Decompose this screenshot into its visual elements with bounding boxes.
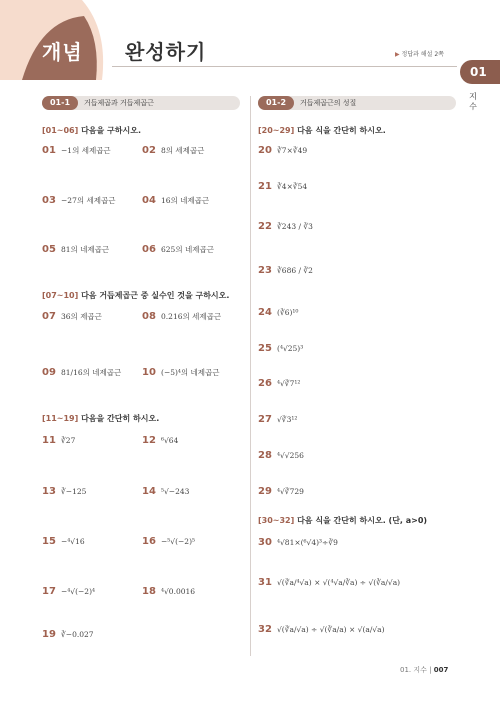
column-divider (250, 96, 251, 656)
problem-number: 03 (42, 195, 56, 206)
section-title-right: 거듭제곱근의 성질 (300, 99, 357, 107)
problem-22 (258, 214, 313, 233)
instruction-range: [07~10] (42, 291, 79, 300)
answer-note (395, 49, 444, 58)
problem-number: 12 (142, 435, 156, 446)
problem-expression: √(∛a/⁴√a) × √(⁴√a/∛a) ÷ √(∛a/√a) (277, 578, 401, 587)
problem-number: 14 (142, 486, 156, 497)
problem-expression: √(∛a/√a) ÷ √(∛a/a) × √(a/√a) (277, 625, 385, 634)
problem-expression: ⁶√64 (161, 436, 179, 445)
problem-number: 05 (42, 244, 56, 255)
problem-expression: 36의 제곱근 (61, 312, 102, 321)
instruction-20-29 (258, 125, 386, 136)
header-divider (112, 66, 457, 67)
problem-expression: −1의 세제곱근 (61, 146, 111, 155)
problem-expression: 16의 네제곱근 (161, 196, 210, 205)
problem-expression: −⁵√(−2)⁵ (161, 537, 195, 546)
problem-26 (258, 371, 300, 390)
problem-07 (42, 304, 102, 323)
problem-number: 30 (258, 537, 272, 548)
problem-number: 02 (142, 145, 156, 156)
chapter-number: 01 (470, 65, 487, 79)
problem-expression: (⁴√25)³ (277, 344, 304, 353)
problem-number: 06 (142, 244, 156, 255)
problem-number: 13 (42, 486, 56, 497)
problem-20 (258, 138, 307, 157)
problem-16 (142, 529, 195, 548)
problem-expression: −27의 세제곱근 (61, 196, 116, 205)
page-number: 007 (433, 666, 449, 674)
instruction-range: [20~29] (258, 126, 295, 135)
problem-expression: ⁵√−243 (161, 487, 190, 496)
problem-number: 16 (142, 536, 156, 547)
section-badge-right: 01-2 (258, 96, 294, 110)
problem-number: 11 (42, 435, 56, 446)
problem-18 (142, 579, 195, 598)
page-footer: 01. 지수 | 007 (400, 666, 449, 674)
problem-expression: √∛3¹² (277, 415, 298, 424)
problem-28 (258, 443, 304, 462)
problem-02 (142, 138, 204, 157)
chapter-topic: 지수 (469, 92, 477, 111)
problem-12 (142, 428, 178, 447)
problem-expression: ∛−0.027 (61, 630, 94, 639)
section-title-left: 거듭제곱과 거듭제곱근 (84, 99, 154, 107)
problem-expression: ∛4×∛54 (277, 182, 308, 191)
problem-expression: ⁴√0.0016 (161, 587, 196, 596)
problem-number: 22 (258, 221, 272, 232)
problem-number: 19 (42, 629, 56, 640)
problem-10 (142, 360, 220, 379)
problem-number: 20 (258, 145, 272, 156)
problem-expression: ⁴√∛7¹² (277, 379, 301, 388)
instruction-text: 다음 식을 간단히 하시오. (297, 126, 386, 135)
problem-number: 09 (42, 367, 56, 378)
problem-17 (42, 579, 95, 598)
problem-number: 26 (258, 378, 272, 389)
problem-expression: ∛27 (61, 436, 76, 445)
problem-21 (258, 174, 307, 193)
problem-number: 21 (258, 181, 272, 192)
problem-number: 24 (258, 307, 272, 318)
problem-number: 01 (42, 145, 56, 156)
instruction-text: 다음 식을 간단히 하시오. (단, a>0) (297, 516, 428, 525)
problem-19 (42, 622, 94, 641)
problem-09 (42, 360, 121, 379)
problem-11 (42, 428, 75, 447)
problem-expression: ∛243 / ∛3 (277, 222, 313, 231)
problem-25 (258, 336, 303, 355)
problem-expression: ⁴√√256 (277, 451, 304, 460)
problem-number: 25 (258, 343, 272, 354)
problem-23 (258, 258, 313, 277)
problem-expression: ∛7×∛49 (277, 146, 308, 155)
instruction-text: 다음을 간단히 하시오. (81, 414, 160, 423)
problem-expression: −⁴√16 (61, 537, 85, 546)
problem-24 (258, 300, 298, 319)
instruction-11-19 (42, 413, 159, 424)
chapter-tab (460, 60, 500, 84)
instruction-range: [11~19] (42, 414, 79, 423)
problem-expression: (−5)⁴의 네제곱근 (161, 368, 220, 377)
instruction-text: 다음을 구하시오. (81, 126, 141, 135)
problem-number: 27 (258, 414, 272, 425)
problem-01 (42, 138, 111, 157)
problem-number: 08 (142, 311, 156, 322)
problem-number: 32 (258, 624, 272, 635)
page-title: 완성하기 (125, 40, 207, 64)
problem-expression: −⁴√(−2)⁴ (61, 587, 95, 596)
problem-13 (42, 479, 86, 498)
problem-expression: ⁴√∛729 (277, 487, 304, 496)
problem-expression: 81의 네제곱근 (61, 245, 110, 254)
problem-number: 04 (142, 195, 156, 206)
arrow-icon: ▶ (395, 51, 402, 58)
problem-03 (42, 188, 115, 207)
problem-expression: ⁴√81×(⁶√4)³÷∛9 (277, 538, 338, 547)
problem-number: 29 (258, 486, 272, 497)
problem-number: 07 (42, 311, 56, 322)
instruction-range: [01~06] (42, 126, 79, 135)
problem-08 (142, 304, 221, 323)
problem-expression: (∛6)¹⁰ (277, 308, 299, 317)
problem-expression: 8의 세제곱근 (161, 146, 205, 155)
problem-expression: ∛686 / ∛2 (277, 266, 313, 275)
problem-31 (258, 570, 400, 589)
problem-number: 18 (142, 586, 156, 597)
header-label: 개념 (42, 40, 83, 64)
problem-32 (258, 617, 385, 636)
problem-27 (258, 407, 297, 426)
problem-expression: 81/16의 네제곱근 (61, 368, 122, 377)
problem-29 (258, 479, 304, 498)
problem-04 (142, 188, 209, 207)
instruction-30-32 (258, 515, 427, 526)
problem-expression: 0.216의 세제곱근 (161, 312, 222, 321)
problem-number: 23 (258, 265, 272, 276)
instruction-text: 다음 거듭제곱근 중 실수인 것을 구하시오. (81, 291, 230, 300)
problem-06 (142, 237, 214, 256)
answer-note-text: 정답과 해설 2쪽 (401, 51, 444, 58)
instruction-range: [30~32] (258, 516, 295, 525)
problem-number: 28 (258, 450, 272, 461)
problem-05 (42, 237, 109, 256)
problem-number: 17 (42, 586, 56, 597)
problem-expression: ∛−125 (61, 487, 87, 496)
problem-expression: 625의 네제곱근 (161, 245, 214, 254)
problem-15 (42, 529, 85, 548)
problem-number: 10 (142, 367, 156, 378)
problem-number: 15 (42, 536, 56, 547)
section-badge-left: 01-1 (42, 96, 78, 110)
problem-14 (142, 479, 189, 498)
footer-chapter: 01. 지수 (400, 666, 427, 674)
instruction-01-06 (42, 125, 141, 136)
problem-number: 31 (258, 577, 272, 588)
problem-30 (258, 530, 338, 549)
instruction-07-10 (42, 290, 229, 301)
